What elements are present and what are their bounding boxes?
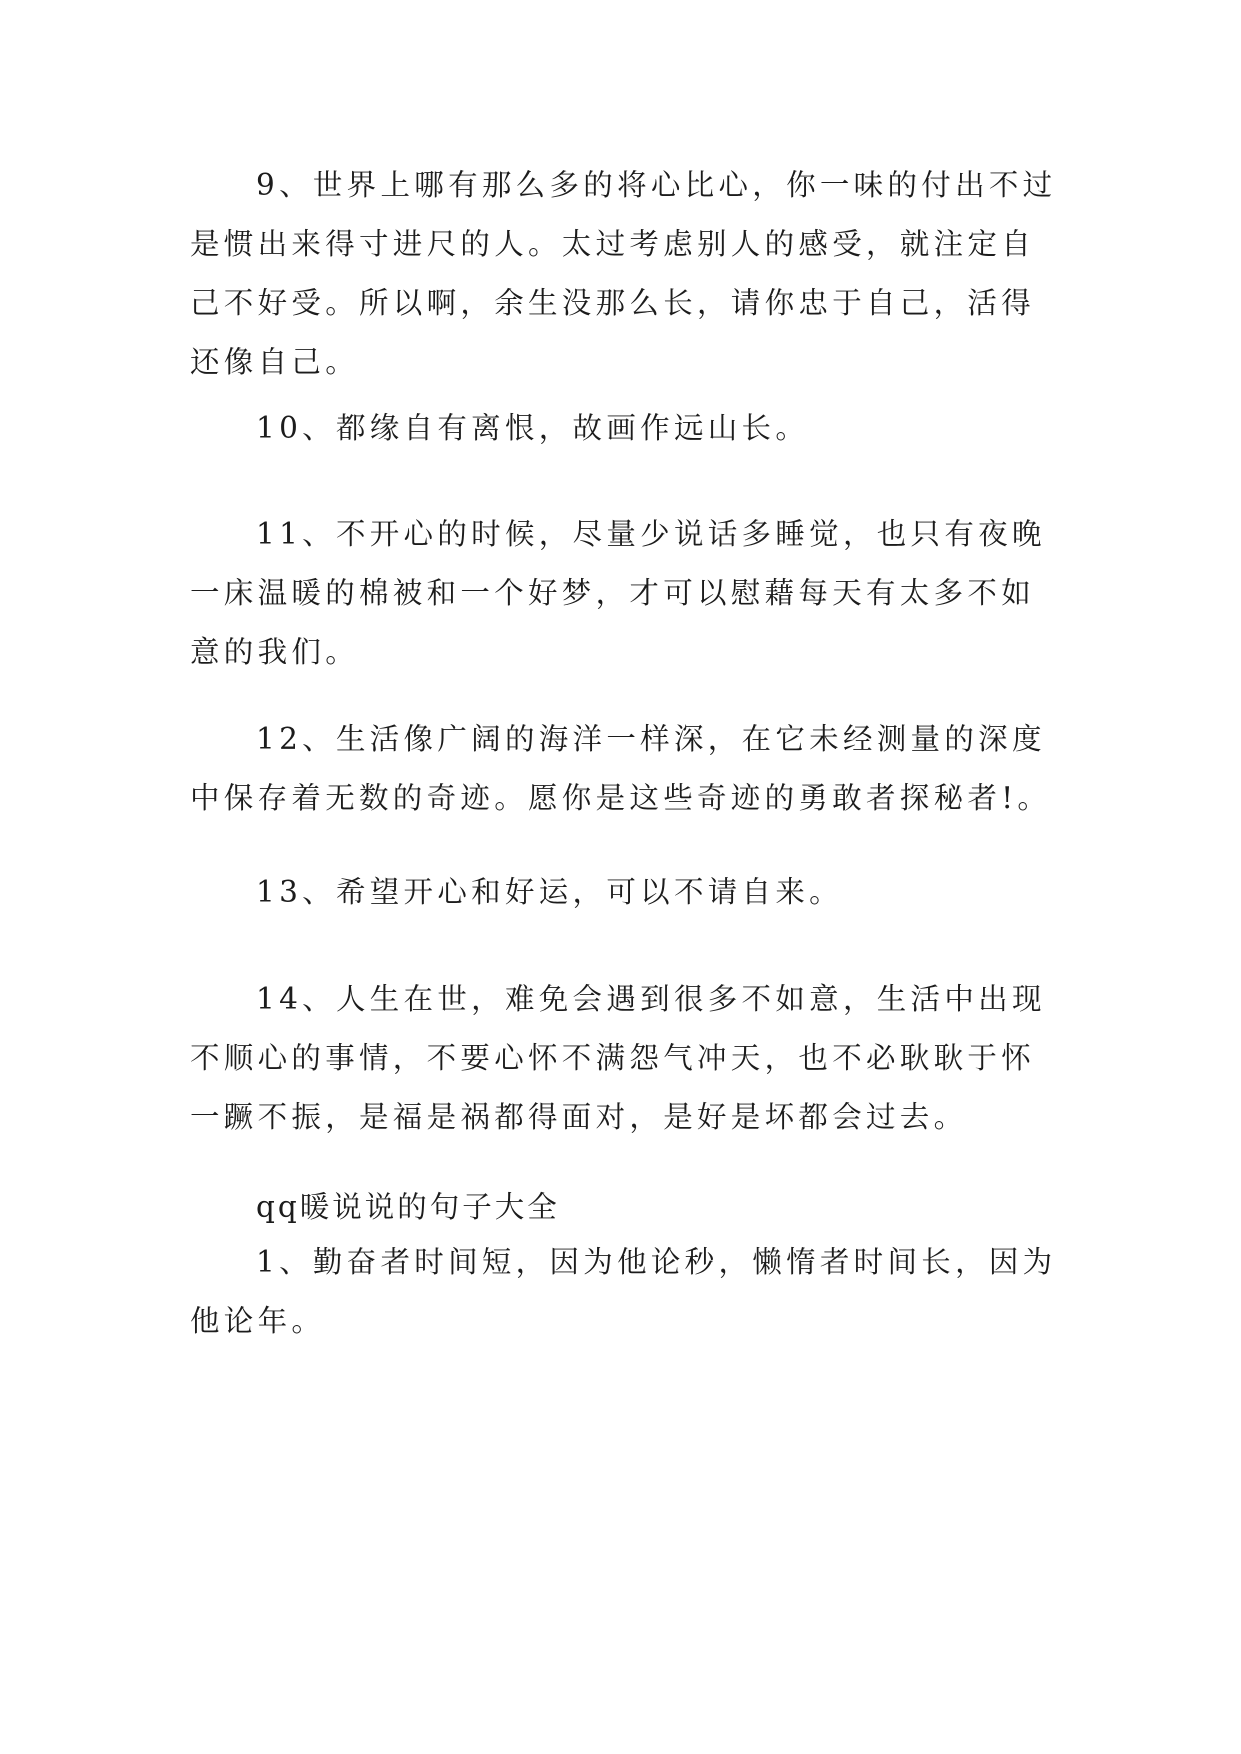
paragraph-10: 10、都缘自有离恨，故画作远山长。 <box>256 411 810 445</box>
paragraph-13: 13、希望开心和好运，可以不请自来。 <box>256 875 843 909</box>
paragraph-9: 9、世界上哪有那么多的将心比心，你一味的付出不过是惯出来得寸进尺的人。太过考虑别人的感受，就注定自己不好受。所以啊，余生没那么长，请你忠于自己，活得还像自己。 <box>190 168 1057 379</box>
paragraph-12: 12、生活像广阔的海洋一样深，在它未经测量的深度中保存着无数的奇迹。愿你是这些奇迹的勇敢者探秘者!。 <box>190 722 1052 815</box>
section-heading: qq暖说说的句子大全 <box>256 1190 560 1224</box>
paragraph-11: 11、不开心的时候，尽量少说话多睡觉，也只有夜晚一床温暖的棉被和一个好梦，才可以慰藉每天有太多不如意的我们。 <box>190 517 1046 669</box>
section-paragraph-1: 1、勤奋者时间短，因为他论秒，懒惰者时间长，因为他论年。 <box>190 1245 1057 1338</box>
paragraph-14: 14、人生在世，难免会遇到很多不如意，生活中出现不顺心的事情，不要心怀不满怨气冲天，也不必耿耿于怀一蹶不振，是福是祸都得面对，是好是坏都会过去。 <box>190 982 1046 1134</box>
